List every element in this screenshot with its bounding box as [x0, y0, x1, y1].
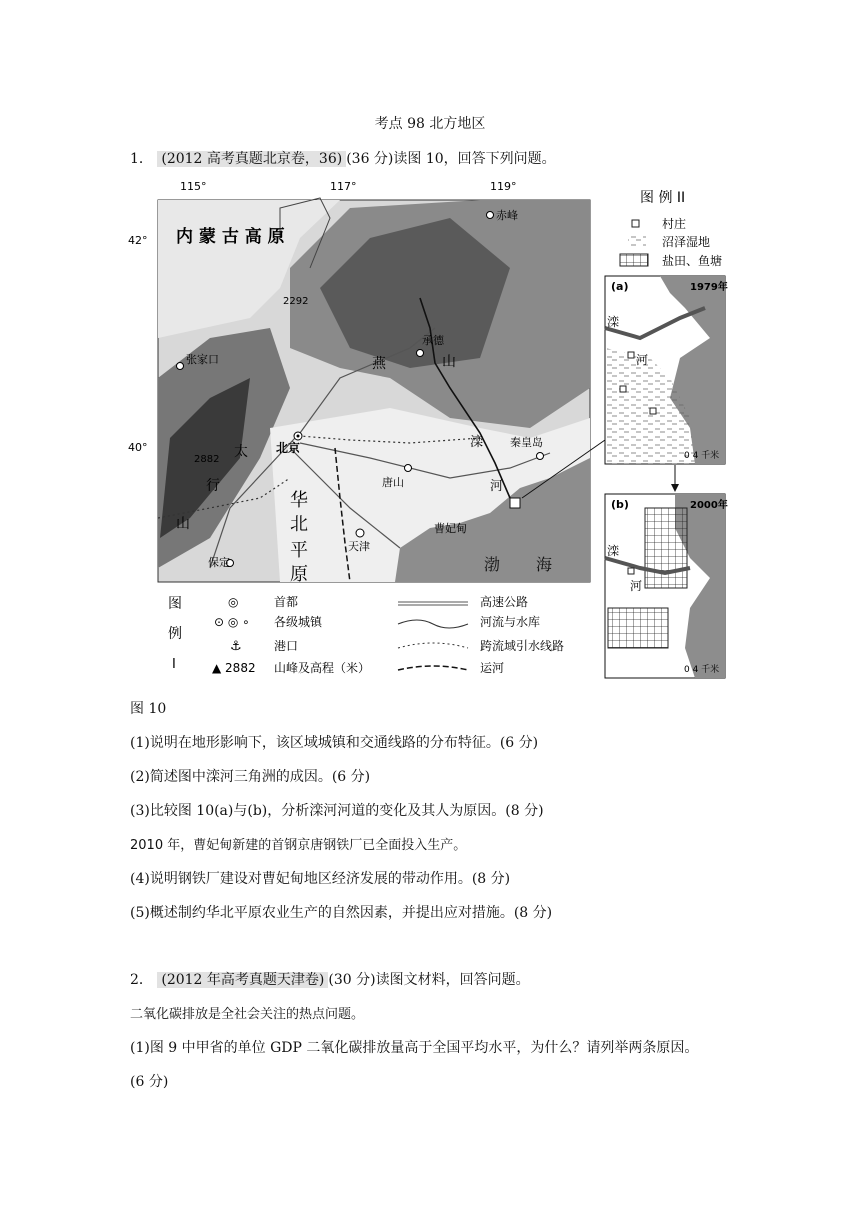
inset-arrow-head	[671, 484, 679, 492]
legend-label-port: 港口	[274, 639, 299, 653]
legend-label-peak: 山峰及高程（米）	[274, 661, 371, 675]
legend-II-title: 图 例 II	[640, 190, 686, 206]
label-hang: 行	[206, 478, 220, 494]
label-tangshan: 唐山	[382, 476, 404, 489]
label-tai: 太	[234, 444, 248, 460]
question-2-source: (2012 年高考真题天津卷)	[157, 972, 328, 988]
label-yuan: 原	[290, 564, 308, 585]
label-shan: 山	[442, 354, 456, 370]
legend-symbol-capital: ◎	[228, 595, 239, 609]
main-map	[158, 198, 605, 582]
q1-material: 2010 年，曹妃甸新建的首钢京唐钢铁厂已全面投入生产。	[130, 838, 467, 853]
question-2-header	[130, 969, 530, 989]
legend-river-symbol	[398, 620, 468, 628]
q2-item-1-score: (6 分)	[130, 1074, 169, 1090]
legend-I	[168, 594, 564, 675]
legend-label-village: 村庄	[662, 217, 687, 231]
inset-a	[605, 276, 728, 464]
legend-I-char-1: 图	[168, 596, 182, 612]
inset-a-he: 河	[636, 353, 649, 367]
label-bei: 北	[290, 514, 308, 535]
legend-label-transfer: 跨流域引水线路	[480, 639, 565, 653]
legend-I-char-3: I	[172, 657, 176, 672]
legend-label-highway: 高速公路	[480, 595, 529, 609]
legend-I-char-2: 例	[168, 626, 182, 642]
lon-label-115: 115°	[180, 180, 207, 193]
inset-b-luan: 滦	[607, 544, 620, 558]
inset-a-scale: 0 4 千米	[684, 451, 720, 461]
legend-label-canal: 运河	[480, 661, 505, 675]
label-he: 河	[490, 479, 504, 494]
label-zhangjiakou: 张家口	[186, 353, 219, 366]
label-peak-2292: 2292	[283, 296, 309, 307]
inset-b	[605, 494, 728, 678]
page-title: 考点 98 北方地区	[374, 116, 486, 132]
legend-symbol-peak: ▲ 2882	[212, 661, 256, 675]
label-caofeidian: 曹妃甸	[434, 522, 467, 535]
legend-label-capital: 首都	[274, 595, 299, 609]
inset-a-year: 1979年	[690, 282, 728, 293]
figure-10-svg	[128, 178, 730, 688]
label-luan: 滦	[470, 435, 484, 450]
label-shan2: 山	[176, 516, 190, 532]
figure-caption: 图 10	[130, 701, 167, 717]
legend-canal-symbol	[398, 666, 468, 670]
q1-item-5: (5)概述制约华北平原农业生产的自然因素，并提出应对措施。(8 分)	[130, 905, 553, 921]
legend-transfer-symbol	[398, 643, 468, 648]
label-qinhuangdao: 秦皇岛	[510, 436, 543, 449]
label-chengde: 承德	[422, 334, 444, 347]
inset-a-tag: (a)	[611, 280, 629, 293]
label-bo: 渤	[484, 555, 501, 574]
legend-symbol-towns: ⊙ ◎ ∘	[214, 615, 250, 629]
q1-item-2: (2)简述图中滦河三角洲的成因。(6 分)	[130, 769, 371, 785]
q1-item-3: (3)比较图 10(a)与(b)，分析滦河河道的变化及其人为原因。(8 分)	[130, 803, 544, 819]
label-chifeng: 赤峰	[496, 209, 518, 222]
lon-label-117: 117°	[330, 180, 357, 193]
label-tianjin: 天津	[348, 540, 370, 553]
question-1-header	[130, 148, 556, 168]
legend-symbol-port: ⚓	[230, 639, 242, 654]
question-1-prompt: (36 分)读图 10，回答下列问题。	[346, 151, 556, 167]
legend-village-symbol	[632, 220, 639, 227]
label-neimeng: 内 蒙 古 高 原	[176, 227, 285, 247]
question-1-source: (2012 高考真题北京卷，36)	[157, 151, 346, 167]
legend-highway-symbol	[398, 602, 468, 605]
inset-b-tag: (b)	[611, 498, 629, 511]
label-peak-2882: 2882	[194, 454, 220, 465]
inset-b-year: 2000年	[690, 500, 728, 511]
question-2-number: 2．	[130, 972, 153, 988]
label-hua: 华	[290, 490, 308, 511]
q1-item-4: (4)说明钢铁厂建设对曹妃甸地区经济发展的带动作用。(8 分)	[130, 871, 511, 887]
q2-material: 二氧化碳排放是全社会关注的热点问题。	[130, 1007, 365, 1022]
lon-label-119: 119°	[490, 180, 517, 193]
inset-a-luan: 滦	[607, 315, 620, 329]
legend-II	[620, 190, 722, 268]
question-1-number: 1．	[130, 151, 153, 167]
q1-item-1: (1)说明在地形影响下，该区域城镇和交通线路的分布特征。(6 分)	[130, 735, 539, 751]
label-yan: 燕	[372, 356, 386, 372]
lat-label-42: 42°	[128, 234, 148, 247]
figure-10	[128, 178, 730, 688]
inset-b-he: 河	[630, 579, 643, 593]
legend-label-towns: 各级城镇	[274, 615, 323, 629]
label-beijing: 北京	[276, 441, 301, 455]
lat-label-40: 40°	[128, 441, 148, 454]
q2-item-1: (1)图 9 中甲省的单位 GDP 二氧化碳排放量高于全国平均水平，为什么？请列举两条原因。	[130, 1040, 699, 1056]
legend-label-marsh: 沼泽湿地	[662, 235, 711, 249]
label-ping: 平	[290, 540, 308, 561]
inset-b-scale: 0 4 千米	[684, 665, 720, 675]
legend-marsh-symbol	[628, 236, 646, 246]
label-baoding: 保定	[208, 556, 230, 569]
label-hai: 海	[536, 555, 553, 574]
legend-label-saltpond: 盐田、鱼塘	[662, 254, 723, 268]
question-2-prompt: (30 分)读图文材料，回答问题。	[328, 972, 530, 988]
legend-saltpond-symbol	[620, 254, 648, 266]
legend-label-river: 河流与水库	[480, 615, 541, 629]
